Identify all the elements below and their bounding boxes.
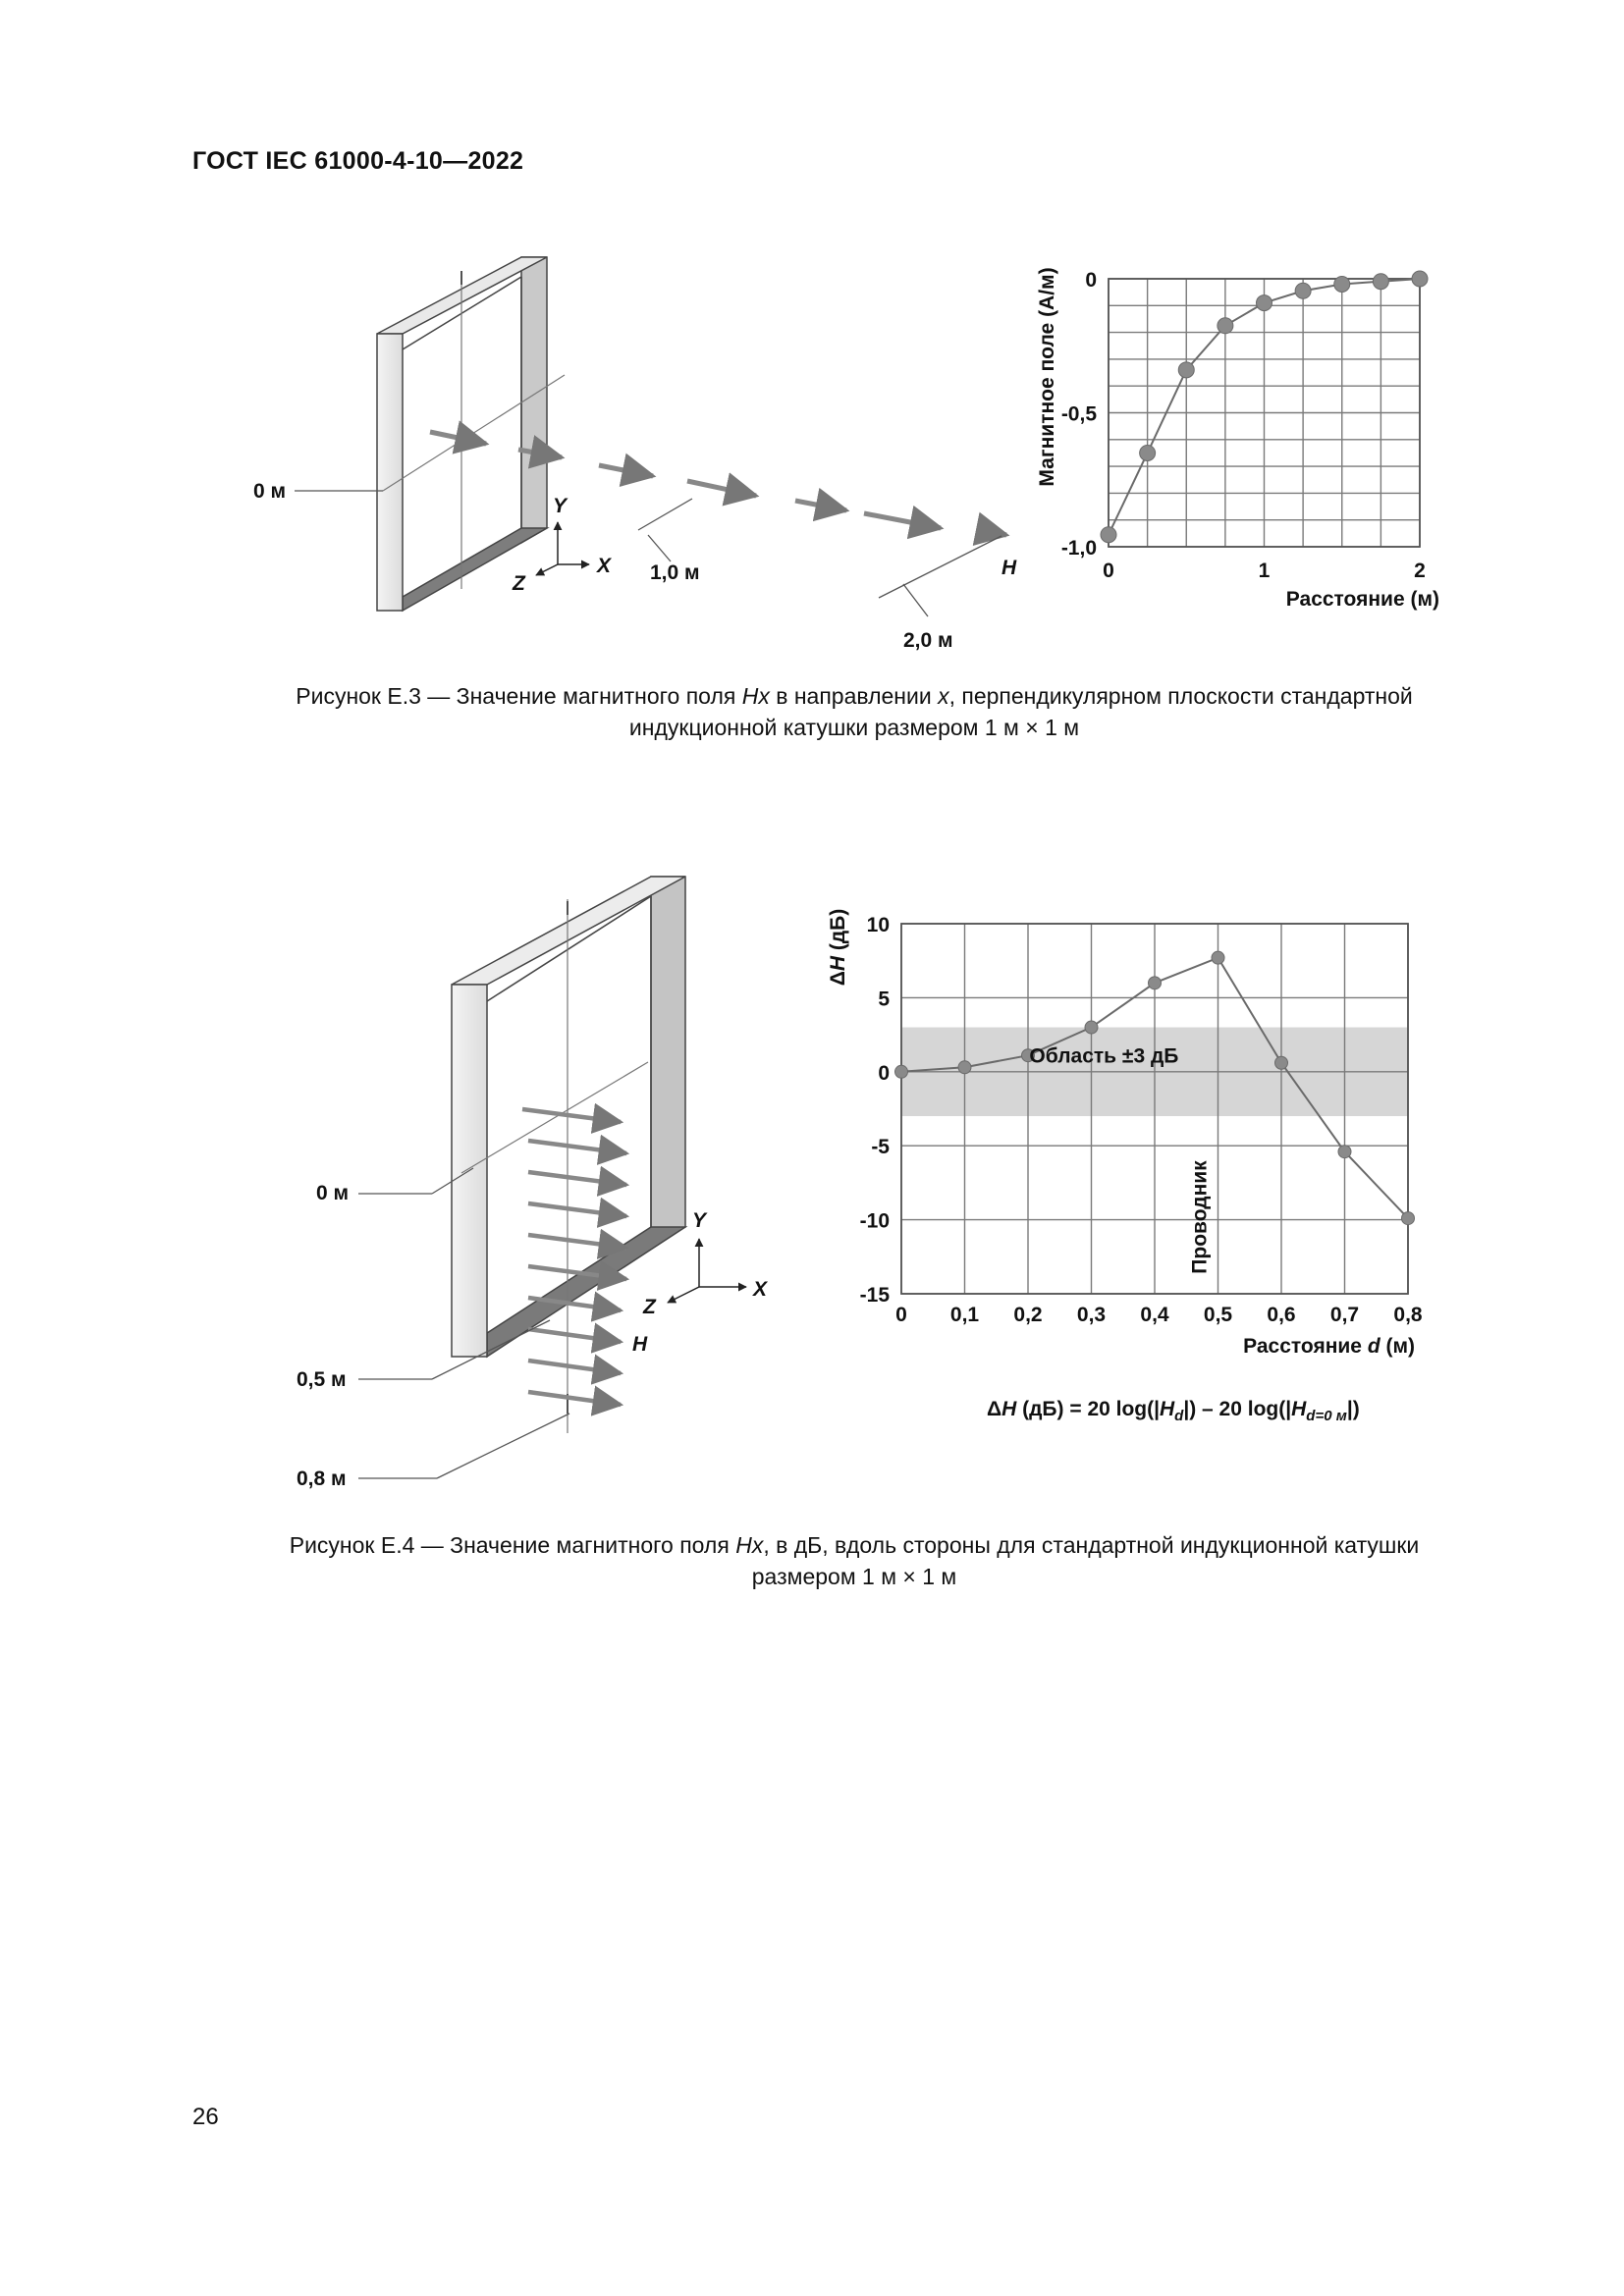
chart-e4-point [1275,1056,1288,1069]
label-08m-e4: 0,8 м [297,1468,347,1490]
label-0m-e3: 0 м [253,480,287,503]
figure-e4-caption: Рисунок Е.4 — Значение магнитного поля Hx, в дБ, вдоль стороны для стандартной индукционной катушки размером 1 м × 1 м [289,1532,1420,1589]
chart-e3-ytick: -0,5 [1060,402,1097,426]
chart-e4-point [1338,1146,1351,1158]
chart-e3-xtick: 2 [1414,560,1426,582]
axis-z-label-e3: Z [513,572,525,595]
chart-e4-point [1149,977,1162,989]
chart-e4-point [1402,1212,1415,1225]
chart-e4-band-label: Область ±3 дБ [1029,1044,1179,1068]
chart-e3-point [1218,318,1233,334]
chart-e4-xlabel: Расстояние d (м) [1243,1335,1415,1358]
chart-e4-xtick: 0,4 [1140,1304,1169,1326]
chart-e3-ytick: 0 [1085,269,1097,292]
chart-e3-point [1295,283,1311,298]
chart-e4-xtick: 0,5 [1203,1304,1233,1326]
chart-e3-point [1178,362,1194,378]
chart-e3-point [1373,274,1388,290]
axis-x-label-e4: X [753,1278,768,1301]
chart-e4-ytick: 0 [878,1061,890,1085]
document-header: ГОСТ IEC 61000-4-10—2022 [192,147,524,175]
chart-e3-ytick: -1,0 [1060,537,1097,560]
axis-z-label-e4: Z [643,1296,656,1318]
chart-e4-point [895,1065,908,1078]
chart-e4-ytick: 10 [866,914,890,936]
chart-e4-point [1085,1021,1098,1034]
chart-e4-point [958,1061,971,1074]
axis-x-label-e3: X [597,555,612,577]
chart-e3-point [1257,295,1272,311]
chart-e4-xtick: 0,2 [1013,1304,1043,1326]
chart-e3-xlabel: Расстояние (м) [1285,588,1439,611]
chart-e4-xtick: 0,1 [949,1304,980,1326]
field-h-label-e4: H [632,1333,648,1356]
axis-y-label-e4: Y [692,1209,707,1232]
chart-e4-xtick: 0 [895,1304,907,1326]
chart-e4-ytick: -15 [859,1284,890,1307]
field-h-label-e3: H [1001,557,1017,579]
page-number: 26 [192,2104,219,2130]
label-1m-e3: 1,0 м [650,561,700,584]
chart-e3 [0,0,1624,707]
chart-e4-xtick: 0,7 [1329,1304,1360,1326]
axis-y-label-e3: Y [553,495,568,517]
chart-e4-xtick: 0,8 [1393,1304,1423,1326]
chart-e4-ytick: -10 [859,1209,890,1233]
chart-e4-xtick: 0,3 [1076,1304,1107,1326]
chart-e4-ytick: 5 [878,988,890,1011]
chart-e4-ytick: -5 [871,1136,890,1159]
chart-e3-point [1101,527,1116,543]
chart-e4 [0,844,1624,1531]
chart-e4-xtick: 0,6 [1267,1304,1296,1326]
chart-e3-point [1334,276,1350,292]
chart-e4-ylabel: ΔH (дБ) [827,908,849,987]
chart-e4-point [1212,951,1224,964]
chart-e3-xtick: 0 [1103,560,1114,582]
chart-e3-xtick: 1 [1258,560,1271,582]
chart-e3-point [1140,445,1156,460]
chart-e3-ylabel: Магнитное поле (А/м) [1036,267,1058,487]
chart-e4-formula: ΔH (дБ) = 20 $\log(|H_d|) - 20$ $\log(|H_{d=0 м}|)$ [987,1398,1360,1424]
figure-e3-caption: Рисунок Е.3 — Значение магнитного поля Hx в направлении x, перпендикулярном плоскости стандартной индукционной катушки размером 1 м × 1 м [296,683,1413,740]
label-05m-e4: 0,5 м [297,1368,347,1391]
chart-e3-point [1412,271,1428,287]
label-0m-e4: 0 м [316,1182,350,1204]
chart-e4-conductor-annotation: Проводник [1188,1160,1212,1274]
label-2m-e3: 2,0 м [903,629,953,652]
